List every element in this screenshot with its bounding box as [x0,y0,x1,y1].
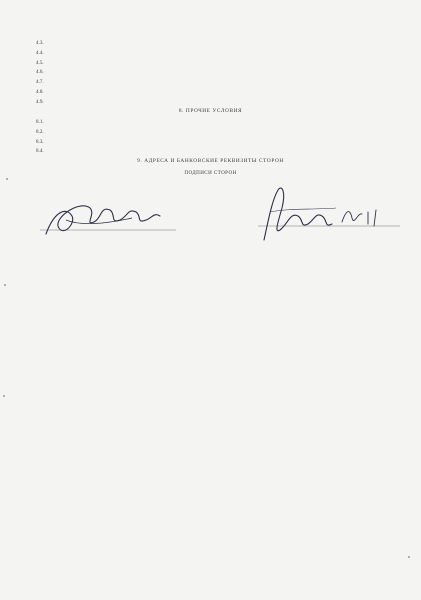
scan-speck [408,556,410,558]
signature-area [22,176,399,256]
scan-speck [3,395,5,397]
paragraph-8-4: 8.4. [36,148,44,155]
section-8-heading: 8. ПРОЧИЕ УСЛОВИЯ [178,108,243,115]
section-9-heading: 9. АДРЕСА И БАНКОВСКИЕ РЕКВИЗИТЫ СТОРОН [137,158,284,165]
paragraph-4-9: 4.9. [36,98,44,105]
section-8-body [22,119,399,155]
scan-speck [4,284,6,286]
paragraph-4-6: 4.6. [36,69,44,76]
paragraph-4-8: 4.8. [36,88,44,95]
scan-speck [6,178,8,180]
paragraph-4-7: 4.7. [36,79,44,86]
left-signature [36,190,186,248]
paragraph-4-5: 4.5. [36,59,44,66]
right-signature [250,182,410,248]
paragraph-8-2: 8.2. [36,128,44,135]
paragraph-8-1: 8.1. [36,119,44,126]
contract-body [22,40,399,105]
paragraph-4-4: 4.4. [36,49,44,56]
paragraph-4-3: 4.3. [36,40,44,46]
paragraph-8-3: 8.3. [36,138,44,145]
signatures-title: ПОДПИСИ СТОРОН [184,169,237,176]
